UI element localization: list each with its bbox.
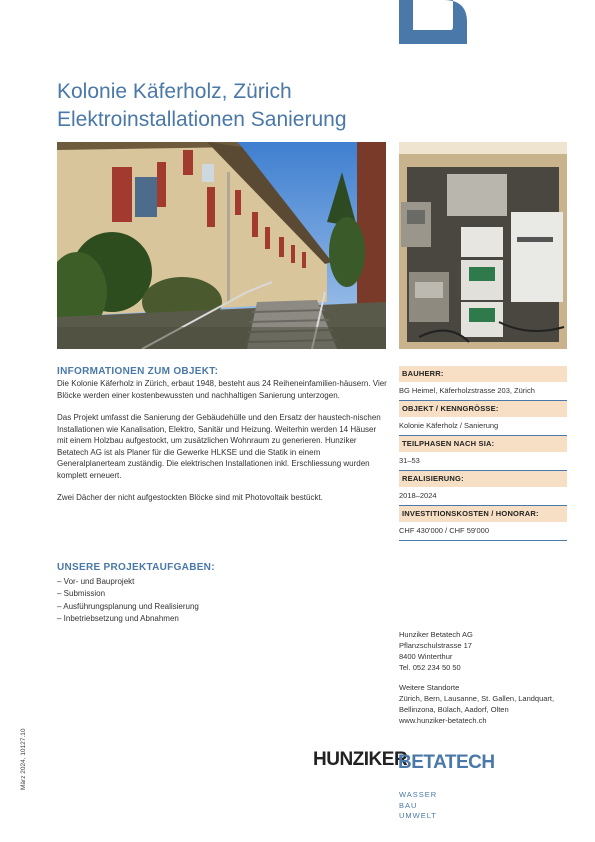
locations-line-1: Zürich, Bern, Lausanne, St. Gallen, Landquart, [399,694,555,703]
company-website[interactable]: www.hunziker-betatech.ch [399,716,487,725]
fact-value-costs: CHF 430'000 / CHF 59'000 [399,522,567,541]
title-line-1: Kolonie Käferholz, Zürich [57,80,292,103]
info-paragraph: Zwei Dächer der nicht aufgestockten Blöcke sind mit Photovoltaik bestückt. [57,493,323,502]
fact-label-realization: REALISIERUNG: [399,471,567,487]
task-item: – Inbetriebsetzung und Abnahmen [57,613,179,623]
fact-label-object: OBJEKT / KENNGRÖSSE: [399,401,567,417]
brand-name-part-2: BETATECH [398,752,495,772]
title-line-2: Elektroinstallationen Sanierung [57,108,347,131]
info-body [57,378,387,515]
task-item: – Vor- und Bauprojekt [57,577,135,586]
locations-line-2: Bellinzona, Bülach, Aadorf, Olten [399,705,509,714]
fact-label-phases: TEILPHASEN NACH SIA: [399,436,567,452]
fact-label-client: BAUHERR: [399,366,567,382]
task-item: – Submission [57,589,106,599]
date-code: März 2024, 10127.10 [20,728,27,790]
info-paragraph: Die Kolonie Käferholz in Zürich, erbaut 1948, besteht aus 24 Reiheneinfamilien-häusern. Vier Blöcke werden einer kostenbewussten und nachhaltigen Sanierung unterzogen. [57,379,387,400]
brand-logo-mark [399,0,469,46]
brand-tagline [399,790,437,822]
tagline-line-3: UMWELT [399,811,437,820]
project-facts [399,366,567,541]
fact-value-object: Kolonie Käferholz / Sanierung [399,417,567,436]
fact-value-client: BG Heimel, Käferholzstrasse 203, Zürich [399,382,567,401]
tagline-line-1: WASSER [399,790,438,799]
photo-row-houses [57,142,386,349]
info-heading: INFORMATIONEN ZUM OBJEKT: [57,366,219,377]
brand-name-part-1: HUNZIKER [313,749,408,770]
tagline-line-2: BAU [399,800,418,810]
tasks-list [57,576,357,625]
task-item: – Ausführungsplanung und Realisierung [57,601,199,611]
tasks-heading: UNSERE PROJEKTAUFGABEN: [57,562,215,573]
fact-value-phases: 31–53 [399,452,567,471]
page-title [57,78,457,134]
brand-wordmark [313,746,513,772]
company-address [399,629,569,726]
info-paragraph: Das Projekt umfasst die Sanierung der Gebäudehülle und den Ersatz der haustech-nischen Installationen wie Kanalisation, Elektro, Sanitär und Heizung. Weiterhin werden 14 Häuser mit einem Holzbau aufgestockt, um zusätzlichen Wohnraum zu generieren. Hunziker Betatech AG ist als Planer für die Gewerke HLKSE und die Statik in einem Generalplanerteam zuständig. Die elektrischen Installationen inkl. Erschliessung wurden komplett erneuert. [57,413,381,480]
fact-label-costs: INVESTITIONSKOSTEN / HONORAR: [399,506,567,522]
fact-value-realization: 2018–2024 [399,487,567,506]
company-name: Hunziker Betatech AG [399,630,473,639]
photo-electrical-cabinet [399,142,567,349]
company-street: Pflanzschulstrasse 17 [399,641,472,650]
company-city: 8400 Winterthur [399,652,453,661]
company-phone: Tel. 052 234 50 50 [399,663,461,672]
locations-heading: Weitere Standorte [399,683,460,692]
